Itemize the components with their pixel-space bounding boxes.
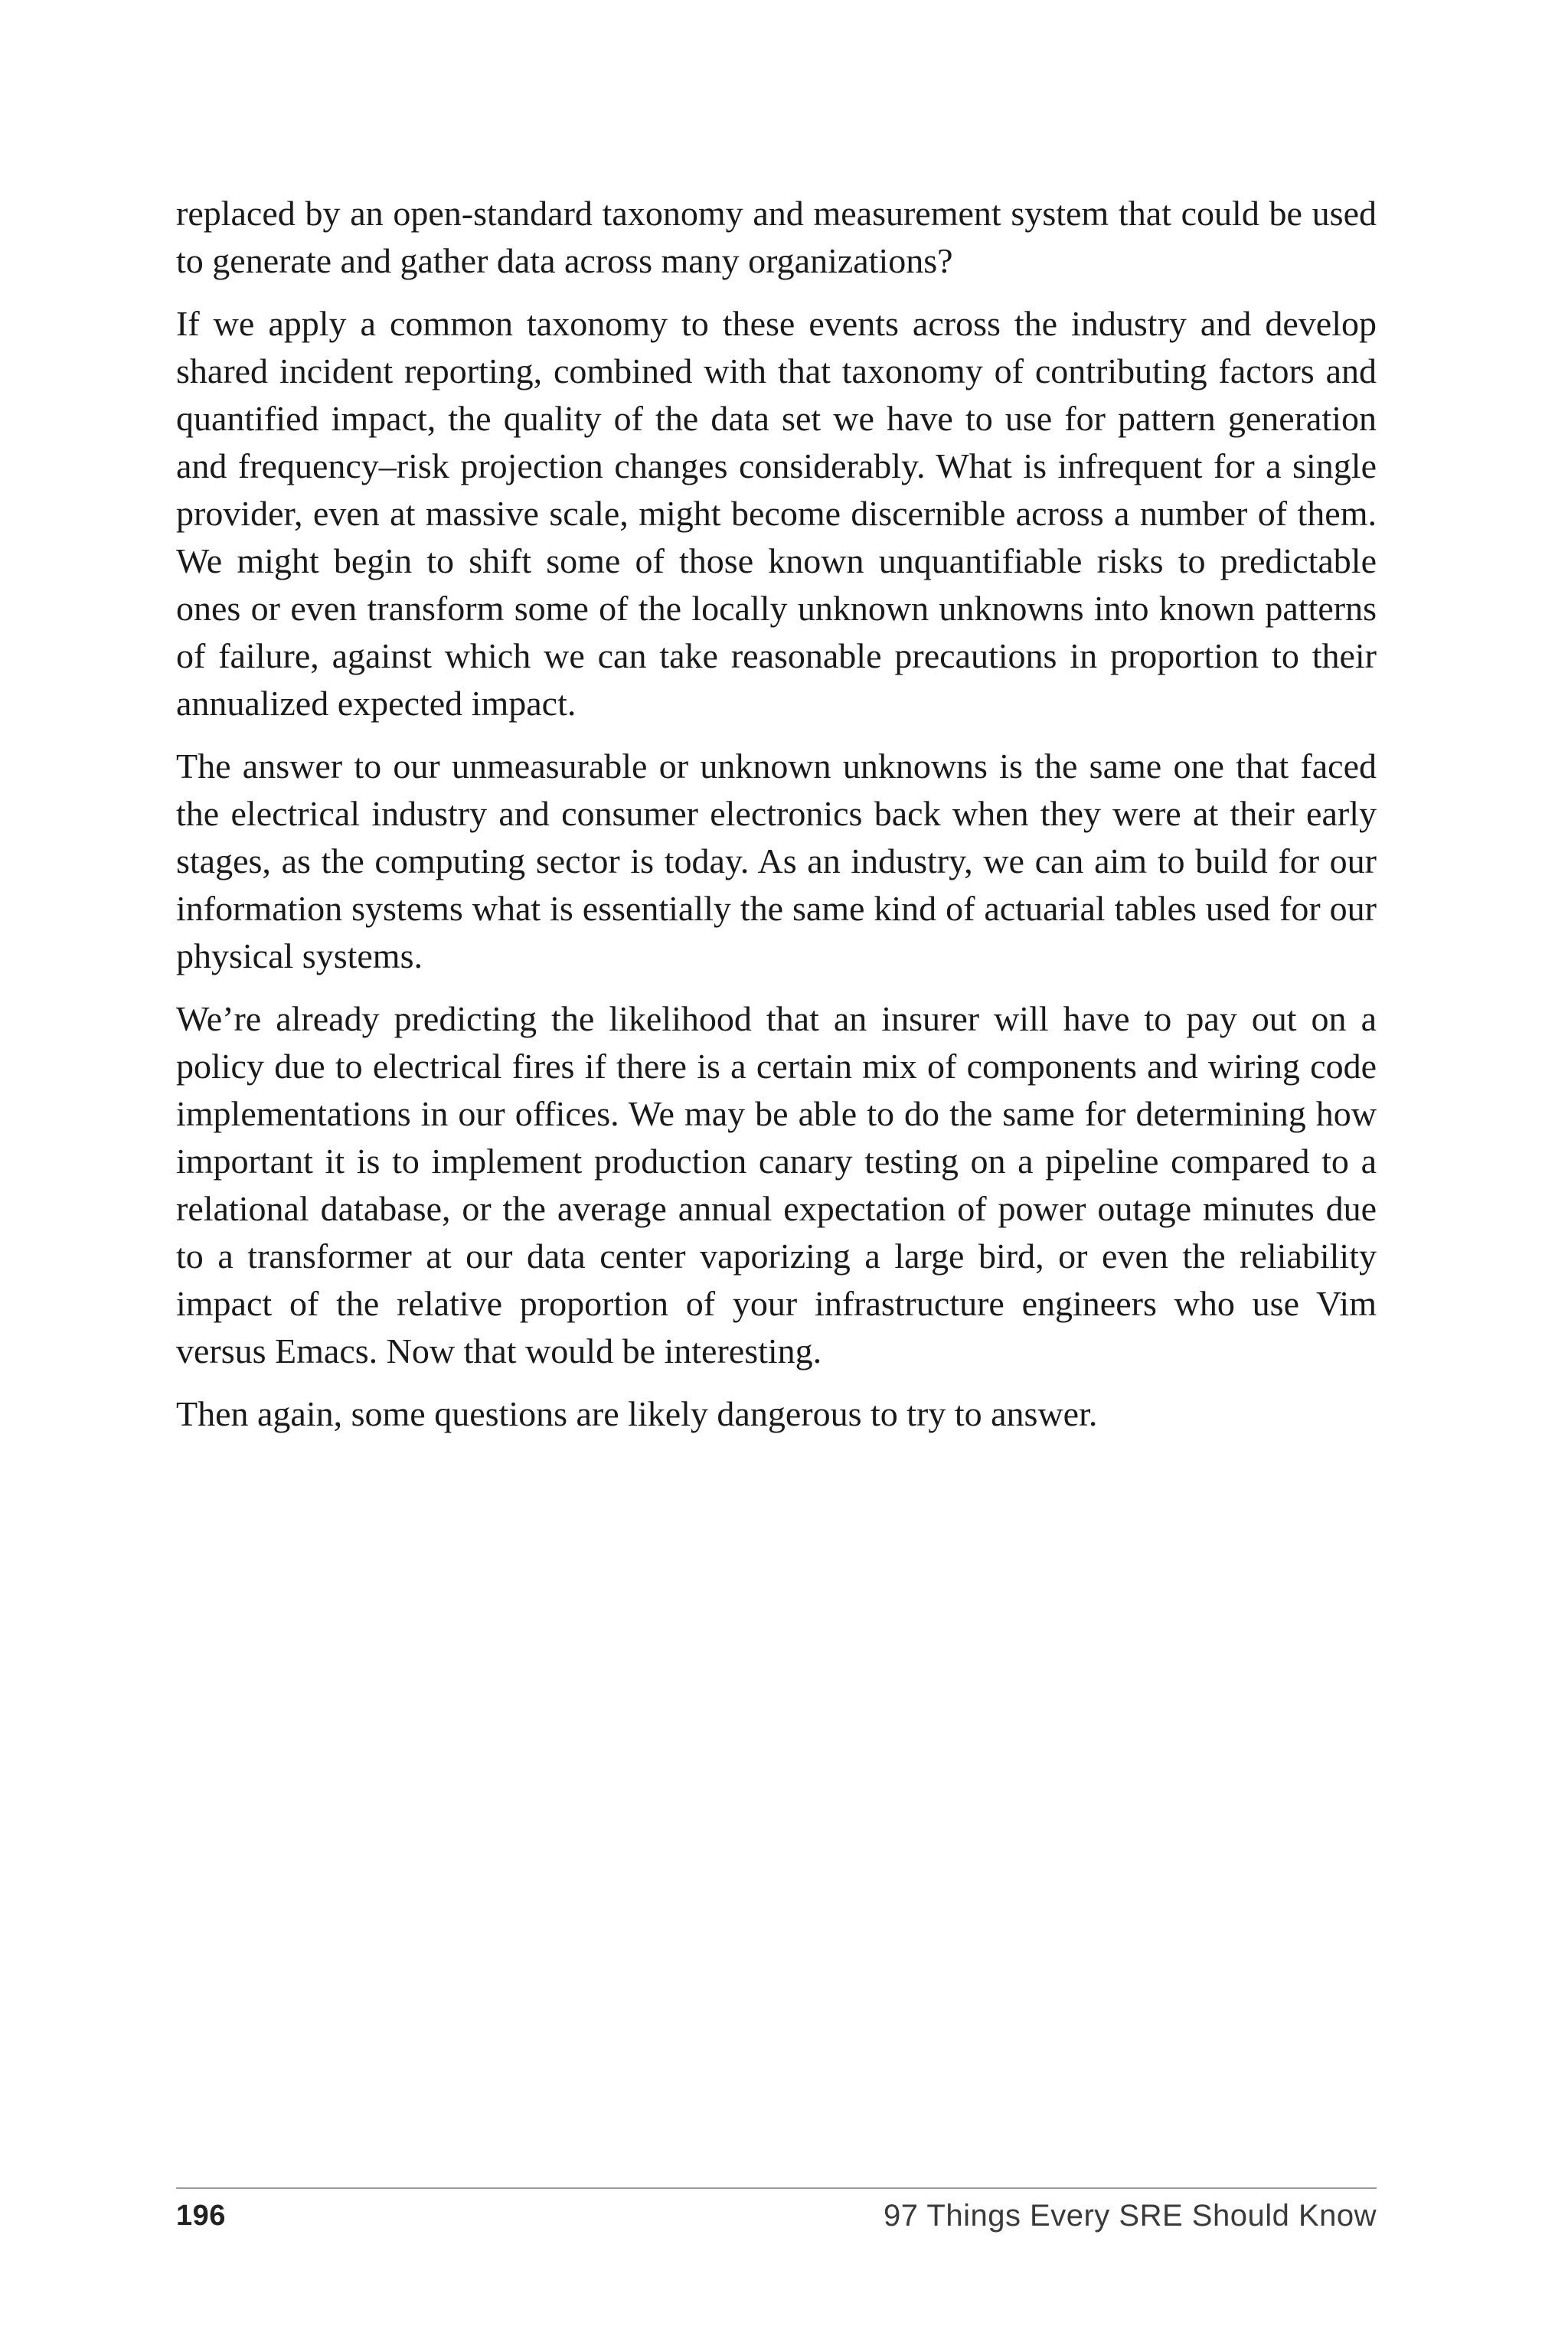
paragraph-1: replaced by an open-standard taxonomy and measurement system that could be used to generate and gather data across many organizations? bbox=[176, 194, 1377, 280]
paragraph-4: We’re already predicting the likelihood that an insurer will have to pay out on a policy due to electrical fires if there is a certain mix of components and wiring code implementations in our offices. We may be able to do the same for determining how important it is to implement production canary testing on a pipeline compared to a relational database, or the average annual expectation of power outage minutes due to a transformer at our data center vaporizing a large bird, or even the reliability impact of the relative proportion of your infrastructure engineers who use Vim versus Emacs. Now that would be interesting. bbox=[176, 999, 1377, 1370]
paragraph-2: If we apply a common taxonomy to these events across the industry and develop shared incident reporting, combined with that taxonomy of contributing factors and quantified impact, the quality of the data set we have to use for pattern generation and frequency–risk projection changes considerably. What is infrequent for a single provider, even at massive scale, might become discernible across a number of them. We might begin to shift some of those known unquantifiable risks to predictable ones or even transform some of the locally unknown unknowns into known patterns of failure, against which we can take reasonable precautions in proportion to their annualized expected impact. bbox=[176, 304, 1377, 723]
running-title: 97 Things Every SRE Should Know bbox=[884, 2198, 1377, 2233]
body-text bbox=[176, 190, 1377, 1453]
footer-divider bbox=[176, 2187, 1377, 2189]
page-footer bbox=[176, 2194, 1377, 2237]
paragraph-3: The answer to our unmeasurable or unknown unknowns is the same one that faced the electrical industry and consumer electronics back when they were at their early stages, as the computing sector is today. As an industry, we can aim to build for our information systems what is essentially the same kind of actuarial tables used for our physical systems. bbox=[176, 746, 1377, 975]
page-number: 196 bbox=[176, 2199, 226, 2232]
paragraph-5: Then again, some questions are likely dangerous to try to answer. bbox=[176, 1394, 1098, 1433]
